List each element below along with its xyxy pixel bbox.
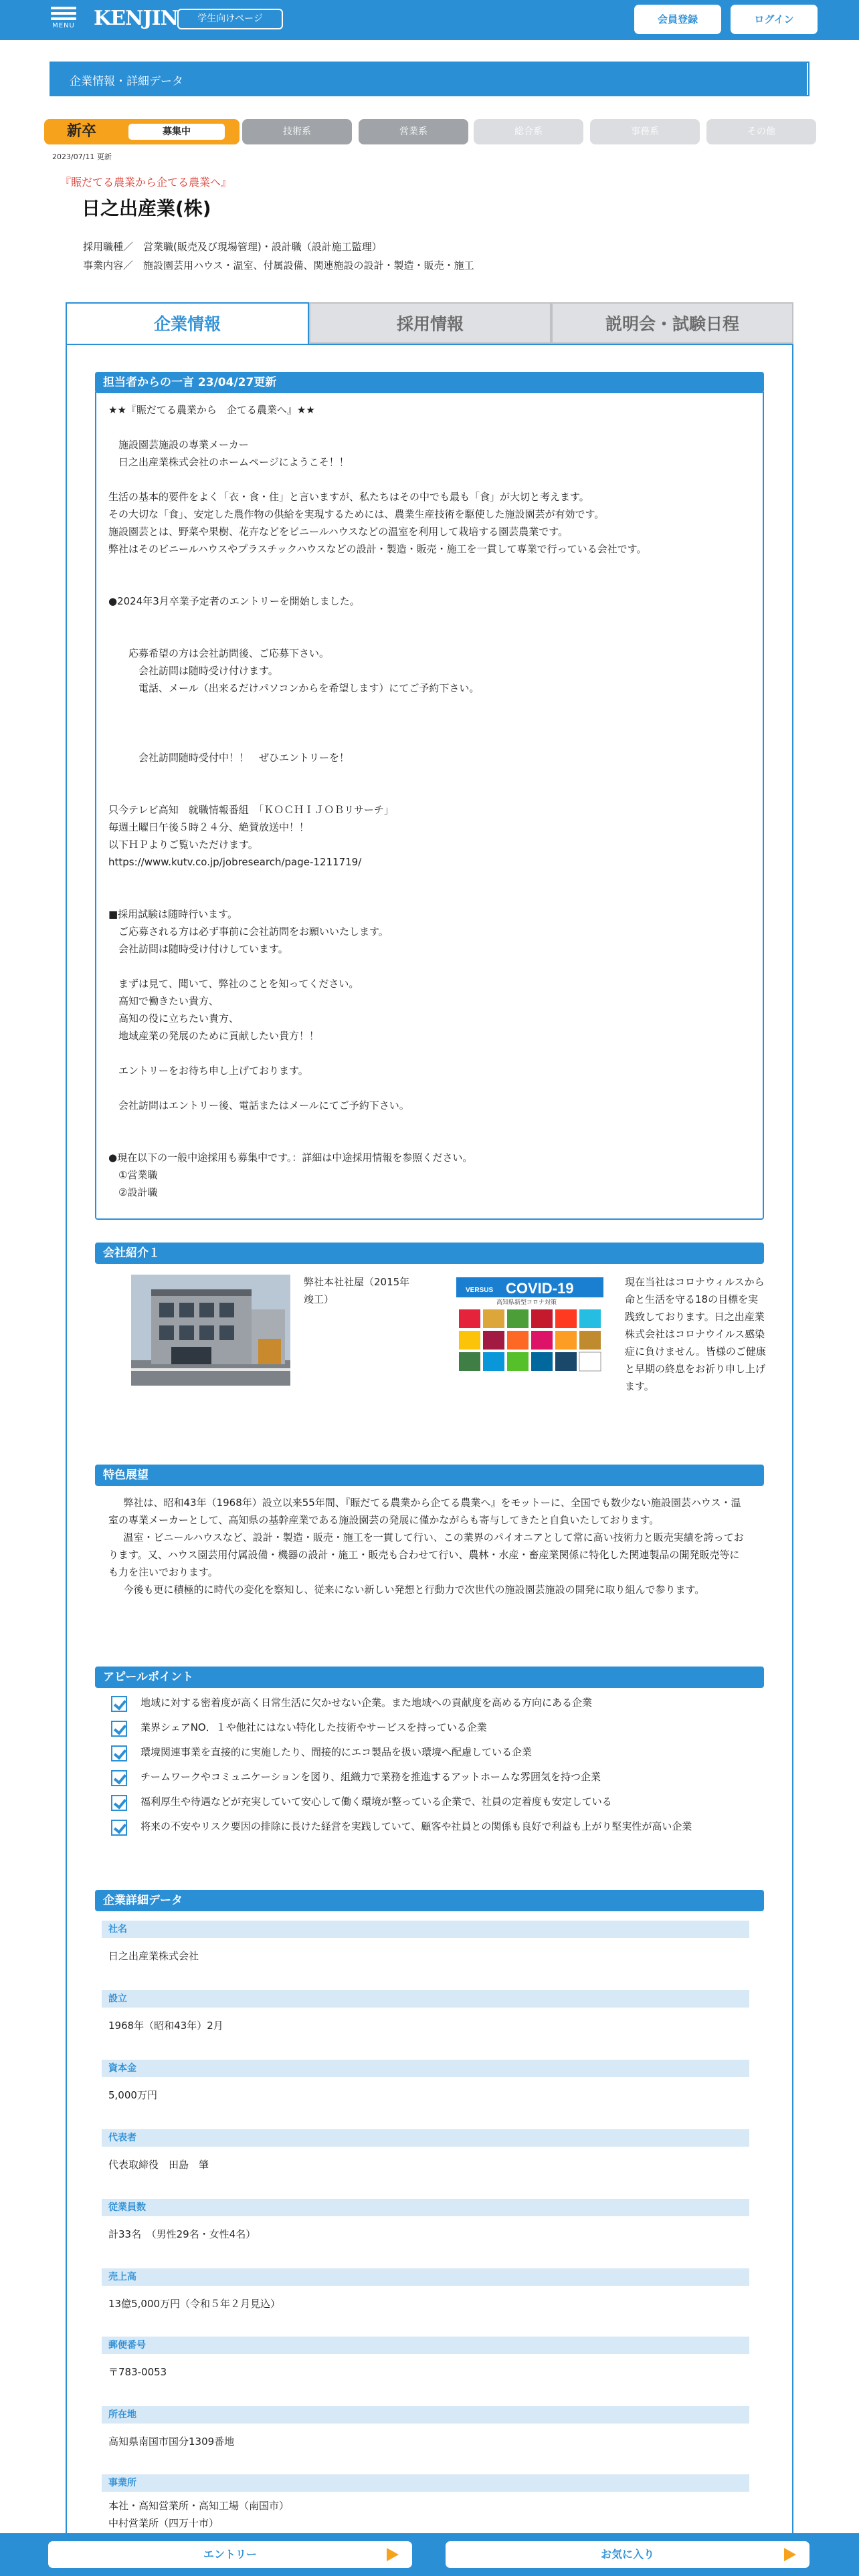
checkbox-checked-icon — [111, 1721, 127, 1737]
bottom-action-bar — [0, 2533, 859, 2576]
appeal-item — [108, 1744, 751, 1761]
detail-value-capital: 5,000万円 — [108, 2089, 157, 2101]
category-other[interactable]: その他 — [706, 119, 816, 144]
detail-label-sales: 売上高 — [102, 2268, 749, 2286]
appeal-list — [108, 1695, 751, 1843]
covid-title-text: COVID-19 — [506, 1280, 574, 1297]
detail-value-founded: 1968年（昭和43年）2月 — [108, 2020, 223, 2032]
register-button[interactable]: 会員登録 — [634, 5, 721, 34]
site-header — [0, 0, 859, 40]
recruiting-badge: 募集中 — [128, 124, 225, 140]
category-technical[interactable]: 技術系 — [242, 119, 352, 144]
site-logo[interactable]: KENJIN — [94, 7, 179, 30]
detail-value-representative: 代表取締役 田島 肇 — [108, 2159, 209, 2171]
category-label: 新卒 — [67, 123, 97, 140]
covid-poster-image — [456, 1273, 603, 1384]
detail-value-employees: 計33名 （男性29名・女性4名） — [108, 2228, 256, 2240]
catchphrase: 『賑だてる農業から企てる農業へ』 — [60, 176, 232, 189]
category-general[interactable]: 総合系 — [474, 119, 583, 144]
features-section-title: 特色展望 — [95, 1465, 764, 1486]
appeal-text: 将来の不安やリスク要因の排除に長けた経営を実践していて、顧客や社員との関係も良好で利益も上がり堅実性が高い企業 — [140, 1820, 692, 1832]
arrow-right-icon — [387, 2548, 399, 2561]
detail-label-founded: 設立 — [102, 1990, 749, 2008]
details-section-title: 企業詳細データ — [95, 1890, 764, 1911]
student-page-button[interactable]: 学生向けページ — [177, 9, 283, 29]
favorite-label: お気に入り — [600, 2548, 654, 2561]
detail-label-capital: 資本金 — [102, 2060, 749, 2077]
menu-label: MENU — [52, 22, 75, 29]
features-paragraph: 弊社は、昭和43年（1968年）設立以来55年間、『賑だてる農業から企てる農業へ』をモットーに、全国でも数少ない施設園芸ハウス・温室の専業メーカーとして、高知県の基幹産業である施設園芸の発展に僅かながらも寄与してきたと自負いたしております。 — [108, 1497, 741, 1526]
appeal-text: 業界シェアNO．１や他社にはない特化した技術やサービスを持っている企業 — [140, 1721, 487, 1733]
detail-label-address: 所在地 — [102, 2406, 749, 2424]
category-new-graduate[interactable] — [44, 119, 240, 144]
hamburger-bar — [51, 12, 76, 15]
updated-date: 2023/07/11 更新 — [52, 152, 112, 161]
features-paragraph: 温室・ビニールハウスなど、設計・製造・販売・施工を一貫して行い、この業界のパイオニアとして常に高い技術力と販売実績を誇っております。又、ハウス園芸用付属設備・機器の設計・施工・販売も合わせて行い、農林・水産・畜産業関係に特化した関連製品の開発販売等にも力を注いでおります。 — [108, 1531, 744, 1578]
covid-sub-text: 高知県新型コロナ対策 — [496, 1299, 557, 1305]
building-photo — [131, 1275, 290, 1386]
appeal-item — [108, 1719, 751, 1736]
entry-label: エントリー — [203, 2548, 257, 2561]
checkbox-checked-icon — [111, 1795, 127, 1811]
detail-value-sales: 13億5,000万円（令和５年２月見込） — [108, 2298, 281, 2310]
building-caption: 弊社本社社屋（2015年竣工） — [304, 1276, 410, 1305]
category-office[interactable]: 事務系 — [590, 119, 700, 144]
arrow-right-icon — [784, 2548, 796, 2561]
appeal-text: 福利厚生や待遇などが充実していて安心して働く環境が整っている企業で、社員の定着度も安定している — [140, 1796, 612, 1808]
page-title: 企業情報・詳細データ — [70, 75, 183, 88]
detail-label-name: 社名 — [102, 1921, 749, 1938]
page-heading — [50, 62, 809, 96]
appeal-item — [108, 1794, 751, 1810]
appeal-text: 環境関連事業を直接的に実施したり、間接的にエコ製品を扱い環境へ配慮している企業 — [140, 1746, 533, 1758]
entry-button[interactable] — [48, 2541, 412, 2568]
detail-label-offices: 事業所 — [102, 2474, 749, 2492]
menu-button[interactable] — [50, 4, 78, 35]
detail-label-employees: 従業員数 — [102, 2199, 749, 2216]
covid-caption: 現在当社はコロナウィルスから命と生活を守る18の目標を実践致しております。日之出産業株式会社はコロナウイルス感染症に負けません。皆様のご健康と早期の終息をお祈り申し上げます。 — [625, 1276, 766, 1392]
covid-versus-text: VERSUS — [466, 1287, 494, 1294]
tab-seminar-schedule[interactable]: 説明会・試験日程 — [551, 302, 793, 344]
features-body — [108, 1494, 749, 1598]
checkbox-checked-icon — [111, 1770, 127, 1786]
detail-label-postal-code: 郵便番号 — [102, 2337, 749, 2354]
detail-value-address: 高知県南国市国分1309番地 — [108, 2436, 235, 2448]
covid-poster — [456, 1273, 603, 1384]
appeal-section-title: アピールポイント — [95, 1667, 764, 1688]
info-tabs — [66, 302, 793, 344]
detail-value-postal-code: 〒783-0053 — [108, 2366, 167, 2378]
appeal-text: 地域に対する密着度が高く日常生活に欠かせない企業。また地域への貢献度を高める方向にある企業 — [140, 1697, 593, 1709]
checkbox-checked-icon — [111, 1696, 127, 1712]
intro-section-title: 会社紹介１ — [95, 1243, 764, 1264]
hamburger-bar — [51, 17, 76, 20]
login-button[interactable]: ログイン — [731, 5, 818, 34]
appeal-item — [108, 1695, 751, 1711]
checkbox-checked-icon — [111, 1745, 127, 1761]
favorite-button[interactable] — [446, 2541, 809, 2568]
detail-value-name: 日之出産業株式会社 — [108, 1950, 199, 1962]
company-name: 日之出産業(株) — [82, 197, 211, 219]
category-sales[interactable]: 営業系 — [359, 119, 468, 144]
appeal-item — [108, 1769, 751, 1786]
checkbox-checked-icon — [111, 1820, 127, 1836]
detail-value-offices: 本社・高知営業所・高知工場（南国市） 中村営業所（四万十市） — [108, 2500, 290, 2529]
business-description: 事業内容／ 施設園芸用ハウス・温室、付属設備、関連施設の設計・製造・販売・施工 — [83, 259, 474, 272]
detail-label-representative: 代表者 — [102, 2129, 749, 2147]
features-paragraph: 今後も更に積極的に時代の変化を察知し、従来にない新しい発想と行動力で次世代の施設園芸施設の開発に取り組んで参ります。 — [123, 1584, 705, 1596]
message-body: ★★『賑だてる農業から 企てる農業へ』★★ 施設園芸施設の専業メーカー 日之出産業株式会社のホームページにようこそ！！ 生活の基本的要件をよく「衣・食・住」と言いますが、私たちはその中でも最も「食」が大切と考えます。 その大切な「食」、安定した農作物の供給を実現するためには、農業生産技術を駆使した施設園芸が有効です。 施設園芸とは、野菜や果樹、花卉などをビニールハウスなどの温室を利用して栽培する園芸農業です。 弊社はそのビニールハウスやプラスチックハウスなどの設計・製造・販売・施工を一貫して専業で行っている会社です。 ●2024年3月卒業予定者のエントリーを開始しました。 応募希望の方は会社訪問後、ご応募下さい。 会社訪問は随時受け付けます。 電話、メール（出来るだけパソコンからを希望します）にてご予約下さい。 会社訪問随時受付中！！ ぜひエントリーを！ 只今テレビ高知 就職情報番組 「ＫＯＣＨＩＪＯＢリサーチ」 毎週土曜日午後５時２４分、絶賛放送中！！ 以下ＨＰよりご覧いただけます。 https://www.kutv.co.jp/jobresearch/page-1211719/ ■採用試験は随時行います。 ご応募される方は必ず事前に会社訪問をお願いいたします。 会社訪問は随時受け付けしています。 まずは見て、聞いて、弊社のことを知ってください。 高知で働きたい貴方、 高知の役に立ちたい貴方、 地域産業の発展のために貢献したい貴方！！ エントリーをお待ち申し上げております。 会社訪問はエントリー後、電話またはメールにてご予約下さい。 ●現在以下の一般中途採用も募集中です。：詳細は中途採用情報を参照ください。 ①営業職 ②設計職 — [108, 404, 647, 1198]
appeal-item — [108, 1818, 751, 1835]
message-section-title: 担当者からの一言 23/04/27更新 — [95, 372, 764, 393]
tab-recruitment-info[interactable]: 採用情報 — [309, 302, 551, 344]
job-types: 採用職種／ 営業職(販売及び現場管理)・設計職（設計施工監理） — [83, 241, 382, 253]
hamburger-icon — [51, 7, 76, 9]
appeal-text: チームワークやコミュニケーションを図り、組織力で業務を推進するアットホームな雰囲気を持つ企業 — [140, 1771, 601, 1783]
tab-company-info[interactable]: 企業情報 — [66, 302, 309, 345]
building-image — [131, 1275, 290, 1386]
